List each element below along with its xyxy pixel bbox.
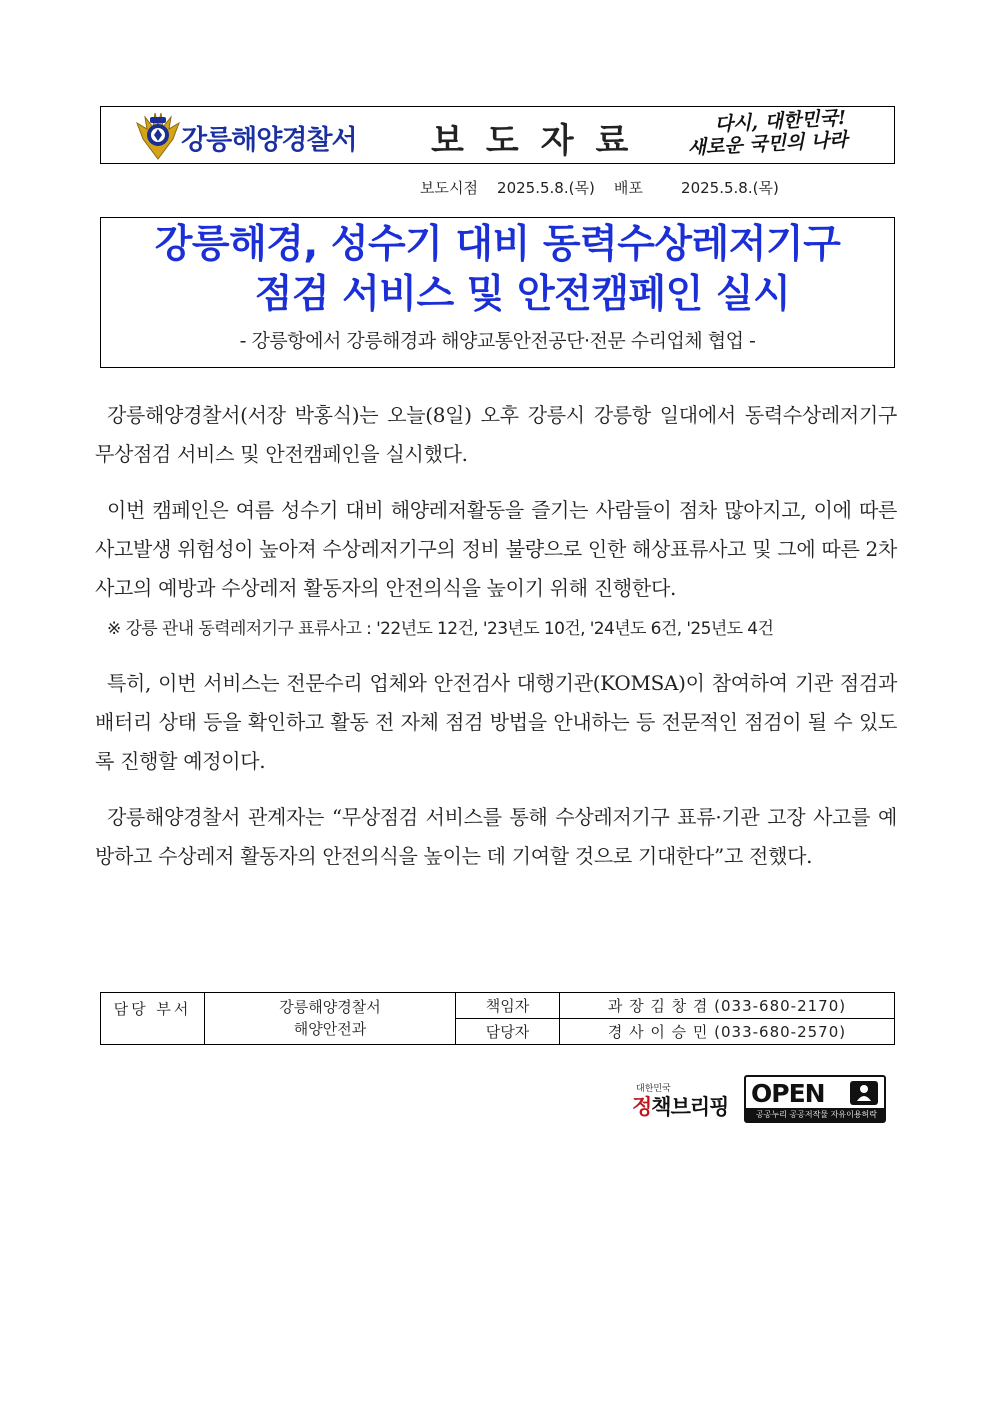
headline-line-1: 강릉해경, 성수기 대비 동력수상레저기구 xyxy=(154,222,841,267)
dept-name-line-1: 강릉해양경찰서 xyxy=(279,998,381,1016)
subheadline: - 강릉항에서 강릉해경과 해양교통안전공단·전문 수리업체 협업 - xyxy=(239,330,756,352)
press-release-header xyxy=(100,106,895,164)
release-time-value: 2025.5.8.(목) xyxy=(497,179,595,197)
person-cell: 경 사 이 승 민 (033-680-2570) xyxy=(560,1019,895,1045)
article-body xyxy=(95,396,897,893)
org-name: 강릉해양경찰서 xyxy=(181,125,357,156)
headline xyxy=(101,218,894,320)
dept-label: 담당 부서 xyxy=(101,993,205,1045)
contact-table xyxy=(100,992,895,1045)
policy-briefing-small-text: 대한민국 xyxy=(636,1084,671,1094)
release-time-label: 보도시점 xyxy=(420,179,478,197)
headline-box xyxy=(100,217,895,368)
person-cell: 과 장 김 창 겸 (033-680-2170) xyxy=(560,993,895,1019)
distribution-value: 2025.5.8.(목) xyxy=(681,179,779,197)
paragraph-1: 강릉해양경찰서(서장 박홍식)는 오늘(8일) 오후 강릉시 강릉항 일대에서 동력수상레저기구 무상점검 서비스 및 안전캠페인을 실시했다. xyxy=(95,403,897,466)
paragraph-2: 이번 캠페인은 여름 성수기 대비 해양레저활동을 즐기는 사람들이 점차 많아지고, 이에 따른 사고발생 위험성이 높아져 수상레저기구의 정비 불량으로 인한 해상표류사고 및 그에 따른 2차사고의 예방과 수상레저 활동자의 안전의식을 높이기 위해 진행한다. xyxy=(95,498,897,600)
policy-briefing-main-text: 정책브리핑 xyxy=(632,1095,729,1119)
paragraph-4: 강릉해양경찰서 관계자는 “무상점검 서비스를 통해 수상레저기구 표류·기관 고장 사고를 예방하고 수상레저 활동자의 안전의식을 높이는 데 기여할 것으로 기대한다”고 전했다. xyxy=(95,805,897,868)
open-license-bar xyxy=(746,1108,884,1121)
open-word: OPEN xyxy=(751,1079,825,1108)
headline-line-2: 점검 서비스 및 안전캠페인 실시 xyxy=(254,272,791,317)
contact-row xyxy=(101,993,895,1019)
press-release-title: 보도자료 xyxy=(431,121,651,161)
government-slogan xyxy=(666,106,868,160)
coast-guard-emblem-icon xyxy=(135,109,181,161)
dept-name xyxy=(205,993,456,1045)
korea-policy-briefing-logo xyxy=(632,1075,737,1125)
dept-name-line-2: 해양안전과 xyxy=(293,1020,367,1038)
role-cell: 책임자 xyxy=(456,993,560,1019)
release-dates xyxy=(420,177,779,198)
kogl-open-logo xyxy=(744,1075,886,1123)
footer-logos xyxy=(632,1075,887,1125)
slogan-line-1: 다시, 대한민국! xyxy=(714,106,847,136)
paragraph-3: 특히, 이번 서비스는 전문수리 업체와 안전검사 대행기관(KOMSA)이 참여하여 기관 점검과 배터리 상태 등을 확인하고 활동 전 자체 점검 방법을 안내하는 등 전문적인 점검이 될 수 있도록 진행할 예정이다. xyxy=(95,671,897,773)
role-cell: 담당자 xyxy=(456,1019,560,1045)
statistics-note: ※ 강릉 관내 동력레저기구 표류사고 : '22년도 12건, '23년도 10건, '24년도 6건, '25년도 4건 xyxy=(107,619,774,639)
distribution-label: 배포 xyxy=(613,179,643,197)
open-license-text: 공공누리 공공저작물 자유이용허락 xyxy=(756,1110,878,1119)
slogan-line-2: 새로운 국민의 나라 xyxy=(687,128,849,160)
attribution-person-icon xyxy=(850,1081,878,1105)
